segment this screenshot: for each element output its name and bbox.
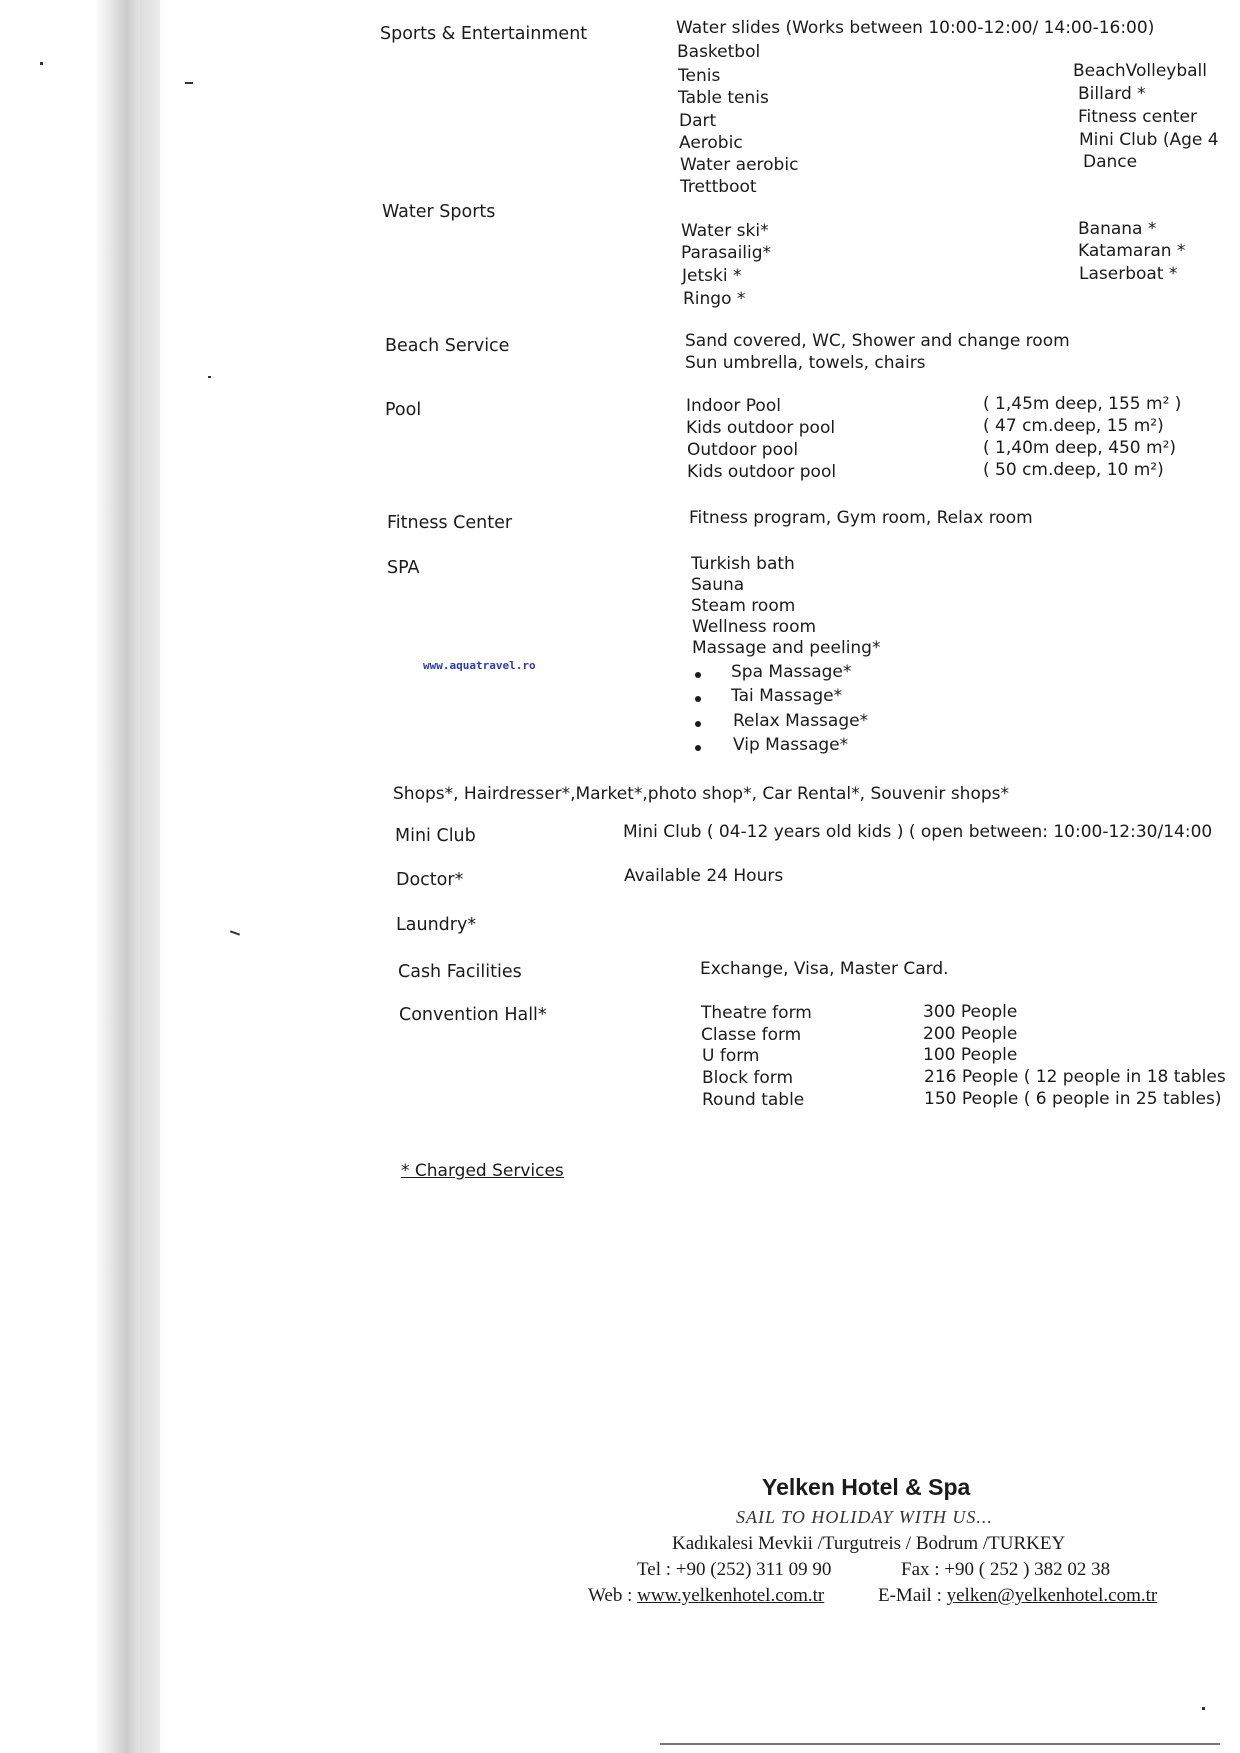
water-sport-item-right: Banana * — [1078, 219, 1157, 239]
section-label-pool: Pool — [385, 400, 422, 420]
doctor-text: Available 24 Hours — [624, 866, 784, 886]
sports-item: Basketbol — [677, 42, 761, 62]
bullet-icon — [695, 745, 701, 751]
convention-capacity: 150 People ( 6 people in 25 tables) — [924, 1089, 1222, 1109]
scan-shadow-strip — [140, 0, 160, 1753]
fitness-text: Fitness program, Gym room, Relax room — [689, 508, 1033, 528]
hotel-email-line — [878, 1585, 1157, 1607]
pool-name: Indoor Pool — [686, 396, 781, 416]
massage-item: Tai Massage* — [731, 686, 843, 706]
massage-item: Vip Massage* — [733, 735, 849, 755]
pool-detail: ( 50 cm.deep, 10 m²) — [983, 460, 1164, 480]
bullet-icon — [695, 672, 701, 678]
sports-item: Table tenis — [678, 88, 769, 108]
water-sport-item: Parasailig* — [681, 243, 772, 263]
hotel-name: Yelken Hotel & Spa — [762, 1474, 971, 1500]
sports-item-right: Billard * — [1078, 84, 1146, 104]
water-sport-item: Jetski * — [682, 266, 742, 286]
mini-club-text: Mini Club ( 04-12 years old kids ) ( open between: 10:00-12:30/14:00 — [623, 822, 1213, 842]
water-sport-item: Ringo * — [683, 289, 746, 309]
water-sport-item: Water ski* — [681, 221, 769, 241]
sports-item: Dart — [679, 111, 717, 131]
cash-text: Exchange, Visa, Master Card. — [700, 959, 949, 979]
water-sport-item-right: Katamaran * — [1078, 241, 1186, 261]
section-label-sports: Sports & Entertainment — [380, 24, 588, 44]
section-label-laundry: Laundry* — [396, 915, 477, 935]
sports-item: Aerobic — [679, 133, 743, 153]
spa-item: Wellness room — [692, 617, 817, 637]
beach-line: Sand covered, WC, Shower and change room — [685, 331, 1070, 351]
pool-detail: ( 47 cm.deep, 15 m²) — [983, 416, 1164, 436]
convention-capacity: 300 People — [923, 1002, 1018, 1022]
hotel-tel: Tel : +90 (252) 311 09 90 — [637, 1559, 832, 1580]
convention-form: Block form — [702, 1068, 794, 1088]
scan-speck — [1202, 1707, 1205, 1710]
spa-item: Steam room — [691, 596, 796, 616]
web-label: Web : — [588, 1585, 638, 1606]
convention-form: U form — [702, 1046, 760, 1066]
convention-form: Classe form — [701, 1025, 802, 1045]
scan-speck — [185, 82, 193, 84]
hotel-web-line — [588, 1585, 824, 1607]
section-label-convention: Convention Hall* — [399, 1005, 547, 1025]
convention-form: Round table — [702, 1090, 805, 1110]
scan-speck — [208, 376, 211, 378]
convention-capacity: 216 People ( 12 people in 18 tables — [924, 1067, 1226, 1087]
sports-item-right: Fitness center — [1078, 107, 1197, 127]
sports-item: Trettboot — [680, 177, 757, 197]
bullet-icon — [695, 721, 701, 727]
sports-item-right: BeachVolleyball — [1073, 61, 1207, 81]
convention-capacity: 200 People — [923, 1024, 1018, 1044]
spa-item: Turkish bath — [691, 554, 795, 574]
hotel-address: Kadıkalesi Mevkii /Turgutreis / Bodrum /TURKEY — [672, 1533, 1066, 1554]
massage-item: Spa Massage* — [731, 662, 852, 682]
sports-item: Water slides (Works between 10:00-12:00/ 14:00-16:00) — [676, 18, 1155, 38]
watermark-url: www.aquatravel.ro — [423, 659, 536, 672]
hotel-email-link[interactable]: yelken@yelkenhotel.com.tr — [946, 1585, 1158, 1606]
convention-form: Theatre form — [701, 1003, 812, 1023]
water-sport-item-right: Laserboat * — [1079, 264, 1178, 284]
section-label-cash: Cash Facilities — [398, 962, 522, 982]
hotel-slogan: SAIL TO HOLIDAY WITH US... — [736, 1507, 993, 1527]
spa-item: Massage and peeling* — [692, 638, 881, 658]
pool-name: Kids outdoor pool — [686, 418, 836, 438]
section-label-beach: Beach Service — [385, 336, 510, 356]
pool-detail: ( 1,40m deep, 450 m²) — [983, 438, 1177, 458]
pool-detail: ( 1,45m deep, 155 m² ) — [983, 394, 1182, 414]
scan-speck — [230, 930, 240, 935]
bullet-icon — [695, 696, 701, 702]
section-label-mini-club: Mini Club — [395, 826, 476, 846]
hotel-website-link[interactable]: www.yelkenhotel.com.tr — [637, 1585, 825, 1606]
charged-services-note: * Charged Services — [401, 1161, 564, 1181]
bottom-scan-line — [660, 1743, 1220, 1745]
shops-line: Shops*, Hairdresser*,Market*,photo shop*, Car Rental*, Souvenir shops* — [393, 784, 1010, 804]
section-label-fitness: Fitness Center — [387, 513, 513, 533]
pool-name: Outdoor pool — [687, 440, 799, 460]
sports-item: Tenis — [678, 66, 721, 86]
convention-capacity: 100 People — [923, 1045, 1018, 1065]
spa-item: Sauna — [691, 575, 745, 595]
section-label-water-sports: Water Sports — [382, 202, 496, 222]
massage-item: Relax Massage* — [733, 711, 869, 731]
email-label: E-Mail : — [878, 1585, 947, 1606]
hotel-fax: Fax : +90 ( 252 ) 382 02 38 — [901, 1559, 1111, 1580]
section-label-doctor: Doctor* — [396, 870, 464, 890]
sports-item-right: Dance — [1083, 152, 1138, 172]
sports-item: Water aerobic — [680, 155, 799, 175]
scan-speck — [40, 62, 43, 65]
section-label-spa: SPA — [387, 558, 420, 578]
sports-item-right: Mini Club (Age 4 — [1079, 130, 1219, 150]
beach-line: Sun umbrella, towels, chairs — [685, 353, 926, 373]
pool-name: Kids outdoor pool — [687, 462, 837, 482]
